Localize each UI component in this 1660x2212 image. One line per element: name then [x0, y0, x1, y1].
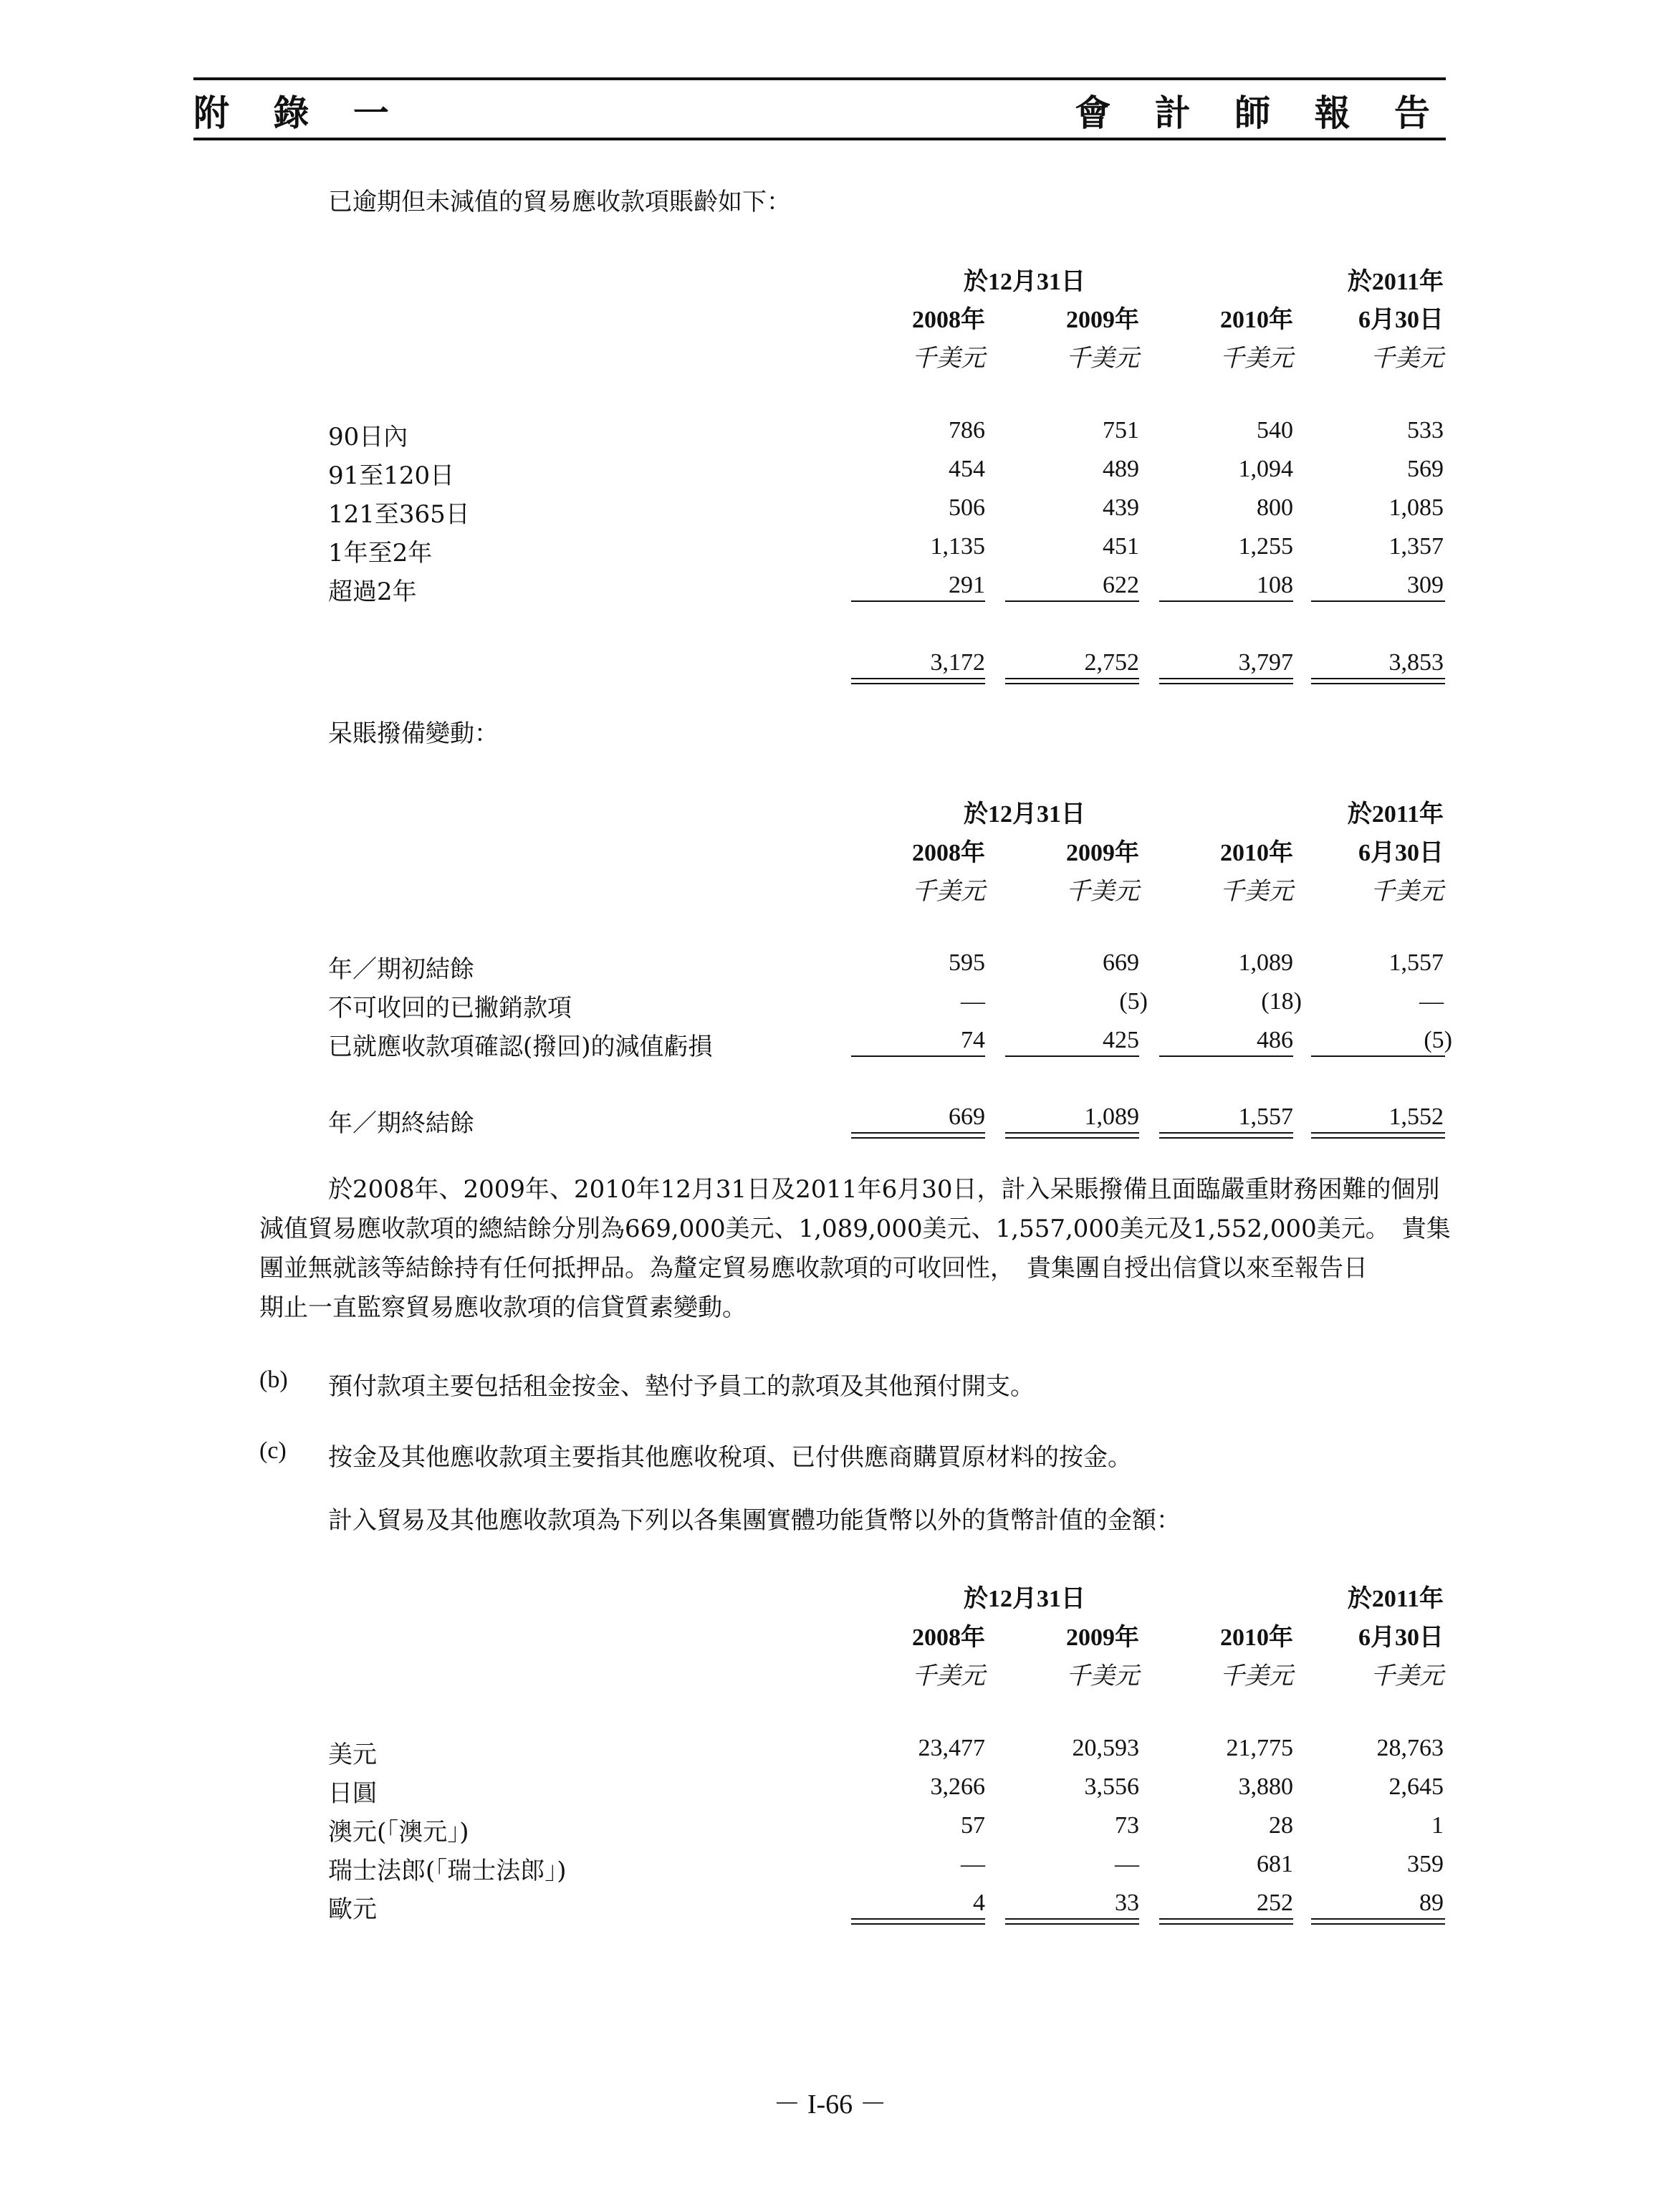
section1-unit: 千美元: [1371, 345, 1444, 372]
section3-cell: 23,477: [918, 1735, 985, 1761]
total-rule: [1159, 1137, 1293, 1139]
section1-cell: 1,135: [930, 533, 985, 560]
section3-group-header: 於12月31日: [964, 1586, 1085, 1612]
section1-cell: 506: [949, 494, 985, 521]
section1-cell: 108: [1257, 572, 1293, 598]
section2-unit: 千美元: [1066, 878, 1139, 905]
section3-cell: 21,775: [1226, 1735, 1293, 1761]
section3-cell: 681: [1257, 1851, 1293, 1877]
section1-cell: 439: [1103, 494, 1139, 521]
report-title: 會 計 師 報 告: [1075, 92, 1446, 134]
section3-intro: 計入貿易及其他應收款項為下列以各集團實體功能貨幣以外的貨幣計值的金額：: [328, 1506, 1181, 1535]
section2-cell: (18): [1261, 988, 1302, 1015]
total-rule: [1159, 678, 1293, 679]
paragraph-line: 於2008年、2009年、2010年12月31日及2011年6月30日，計入呆賬撥備且面臨嚴重財務困難的個別: [328, 1175, 1440, 1204]
section2-unit: 千美元: [1371, 878, 1444, 905]
total-rule: [851, 1918, 985, 1920]
section1-cell: 540: [1257, 417, 1293, 444]
subtotal-rule: [1311, 1055, 1445, 1057]
section1-cell: 1,085: [1388, 494, 1444, 521]
section1-year-2011: 6月30日: [1358, 307, 1444, 333]
section2-total: 1,089: [1084, 1103, 1139, 1130]
section2-cell: 74: [961, 1027, 985, 1053]
section3-year-2009: 2009年: [1066, 1624, 1139, 1651]
paragraph-line: 減值貿易應收款項的總結餘分別為669,000美元、1,089,000美元、1,557,000美元及1,552,000美元。 貴集: [259, 1215, 1451, 1243]
section2-total-label: 年／期終結餘: [328, 1109, 474, 1138]
total-rule: [1311, 678, 1445, 679]
section3-cell: 89: [1419, 1890, 1444, 1916]
section3-cell: —: [1115, 1851, 1139, 1877]
section1-cell: 533: [1407, 417, 1444, 444]
section2-cell: —: [1419, 988, 1444, 1015]
total-rule: [1311, 1923, 1445, 1925]
section3-cell: 73: [1115, 1812, 1139, 1839]
section1-row-label: 91至120日: [328, 461, 455, 490]
total-rule: [851, 683, 985, 684]
item-b-marker: (b): [259, 1366, 288, 1393]
section1-cell: 291: [949, 572, 985, 598]
section3-col-extra-top: 於2011年: [1347, 1586, 1444, 1612]
section3-row-label: 日圓: [328, 1779, 377, 1808]
section3-cell: 3,556: [1084, 1773, 1139, 1800]
section1-cell: 622: [1103, 572, 1139, 598]
subtotal-rule: [1311, 600, 1445, 602]
total-rule: [1311, 683, 1445, 684]
section2-row-label: 年／期初結餘: [328, 955, 474, 984]
appendix-title: 附 錄 一: [193, 92, 405, 134]
section3-cell: 1: [1431, 1812, 1444, 1839]
section3-cell: 57: [961, 1812, 985, 1839]
section3-unit: 千美元: [1371, 1663, 1444, 1690]
total-rule: [1311, 1137, 1445, 1139]
section1-col-extra-top: 於2011年: [1347, 269, 1444, 295]
section3-unit: 千美元: [912, 1663, 985, 1690]
section2-cell: 425: [1103, 1027, 1139, 1053]
total-rule: [1159, 1918, 1293, 1920]
section1-unit: 千美元: [912, 345, 985, 372]
section1-unit: 千美元: [1066, 345, 1139, 372]
total-rule: [851, 678, 985, 679]
total-rule: [1311, 1132, 1445, 1134]
total-rule: [851, 1923, 985, 1925]
section1-total: 2,752: [1084, 649, 1139, 676]
section2-group-header: 於12月31日: [964, 801, 1085, 828]
section3-cell: 28,763: [1376, 1735, 1444, 1761]
paragraph-line: 團並無就該等結餘持有任何抵押品。為釐定貿易應收款項的可收回性， 貴集團自授出信貸以來至報告日: [259, 1254, 1368, 1283]
subtotal-rule: [1159, 1055, 1293, 1057]
section1-total: 3,853: [1388, 649, 1444, 676]
section1-cell: 786: [949, 417, 985, 444]
item-c-text: 按金及其他應收款項主要指其他應收稅項、已付供應商購買原材料的按金。: [328, 1443, 1132, 1472]
section3-unit: 千美元: [1066, 1663, 1139, 1690]
section2-year-2011: 6月30日: [1358, 840, 1444, 866]
section2-cell: —: [961, 988, 985, 1015]
section3-row-label: 瑞士法郎(「瑞士法郎」): [328, 1857, 567, 1885]
section2-cell: 486: [1257, 1027, 1293, 1053]
section2-unit: 千美元: [1220, 878, 1293, 905]
section1-total: 3,172: [930, 649, 985, 676]
total-rule: [1159, 683, 1293, 684]
total-rule: [1005, 1923, 1139, 1925]
section1-cell: 451: [1103, 533, 1139, 560]
section1-cell: 309: [1407, 572, 1444, 598]
total-rule: [1311, 1918, 1445, 1920]
section2-cell: 669: [1103, 949, 1139, 976]
section2-row-label: 已就應收款項確認(撥回)的減值虧損: [328, 1033, 713, 1061]
subtotal-rule: [851, 600, 985, 602]
section3-year-2010: 2010年: [1220, 1624, 1293, 1651]
section1-intro: 已逾期但未減值的貿易應收款項賬齡如下：: [328, 188, 791, 216]
section2-total: 1,552: [1388, 1103, 1444, 1130]
subtotal-rule: [851, 1055, 985, 1057]
section1-row-label: 90日內: [328, 423, 408, 451]
section2-unit: 千美元: [912, 878, 985, 905]
section3-cell: 33: [1115, 1890, 1139, 1916]
section3-cell: 359: [1407, 1851, 1444, 1877]
section1-row-label: 1年至2年: [328, 539, 433, 568]
total-rule: [1159, 1132, 1293, 1134]
section1-total: 3,797: [1238, 649, 1293, 676]
section3-cell: 28: [1269, 1812, 1293, 1839]
section3-cell: 2,645: [1388, 1773, 1444, 1800]
section3-row-label: 歐元: [328, 1895, 377, 1924]
section2-year-2008: 2008年: [912, 840, 985, 866]
section1-year-2008: 2008年: [912, 307, 985, 333]
section2-year-2009: 2009年: [1066, 840, 1139, 866]
section2-cell: (5): [1424, 1027, 1452, 1053]
total-rule: [1005, 1918, 1139, 1920]
page-number: － I-66 －: [773, 2089, 887, 2120]
total-rule: [1005, 683, 1139, 684]
section1-cell: 1,094: [1238, 456, 1293, 482]
section1-cell: 569: [1407, 456, 1444, 482]
section2-col-extra-top: 於2011年: [1347, 801, 1444, 828]
section1-row-label: 121至365日: [328, 500, 470, 529]
total-rule: [851, 1137, 985, 1139]
section1-cell: 751: [1103, 417, 1139, 444]
total-rule: [1005, 1137, 1139, 1139]
section1-cell: 454: [949, 456, 985, 482]
total-rule: [1005, 1132, 1139, 1134]
section3-row-label: 美元: [328, 1741, 377, 1769]
paragraph-line: 期止一直監察貿易應收款項的信貸質素變動。: [259, 1293, 747, 1322]
total-rule: [1159, 1923, 1293, 1925]
section2-intro: 呆賬撥備變動：: [328, 719, 499, 748]
section3-unit: 千美元: [1220, 1663, 1293, 1690]
section3-cell: 252: [1257, 1890, 1293, 1916]
total-rule: [851, 1132, 985, 1134]
subtotal-rule: [1005, 600, 1139, 602]
section1-unit: 千美元: [1220, 345, 1293, 372]
section3-row-label: 澳元(「澳元」): [328, 1818, 469, 1847]
section1-cell: 800: [1257, 494, 1293, 521]
section2-cell: 1,089: [1238, 949, 1293, 976]
section2-total: 669: [949, 1103, 985, 1130]
section1-cell: 489: [1103, 456, 1139, 482]
item-c-marker: (c): [259, 1437, 287, 1464]
section3-cell: 3,880: [1238, 1773, 1293, 1800]
item-b-text: 預付款項主要包括租金按金、墊付予員工的款項及其他預付開支。: [328, 1372, 1035, 1401]
section1-year-2009: 2009年: [1066, 307, 1139, 333]
section2-year-2010: 2010年: [1220, 840, 1293, 866]
section3-year-2011: 6月30日: [1358, 1624, 1444, 1651]
section2-total: 1,557: [1238, 1103, 1293, 1130]
section1-year-2010: 2010年: [1220, 307, 1293, 333]
header-bottom-rule: [193, 138, 1446, 140]
section1-row-label: 超過2年: [328, 578, 417, 606]
header-top-rule: [193, 77, 1446, 80]
section1-cell: 1,357: [1388, 533, 1444, 560]
section3-cell: 20,593: [1072, 1735, 1139, 1761]
section3-cell: 3,266: [930, 1773, 985, 1800]
section1-cell: 1,255: [1238, 533, 1293, 560]
subtotal-rule: [1159, 600, 1293, 602]
section2-cell: 595: [949, 949, 985, 976]
subtotal-rule: [1005, 1055, 1139, 1057]
section3-cell: —: [961, 1851, 985, 1877]
total-rule: [1005, 678, 1139, 679]
section1-group-header: 於12月31日: [964, 269, 1085, 295]
section2-row-label: 不可收回的已撇銷款項: [328, 994, 572, 1023]
section2-cell: (5): [1119, 988, 1148, 1015]
section2-cell: 1,557: [1388, 949, 1444, 976]
section3-cell: 4: [973, 1890, 985, 1916]
section3-year-2008: 2008年: [912, 1624, 985, 1651]
